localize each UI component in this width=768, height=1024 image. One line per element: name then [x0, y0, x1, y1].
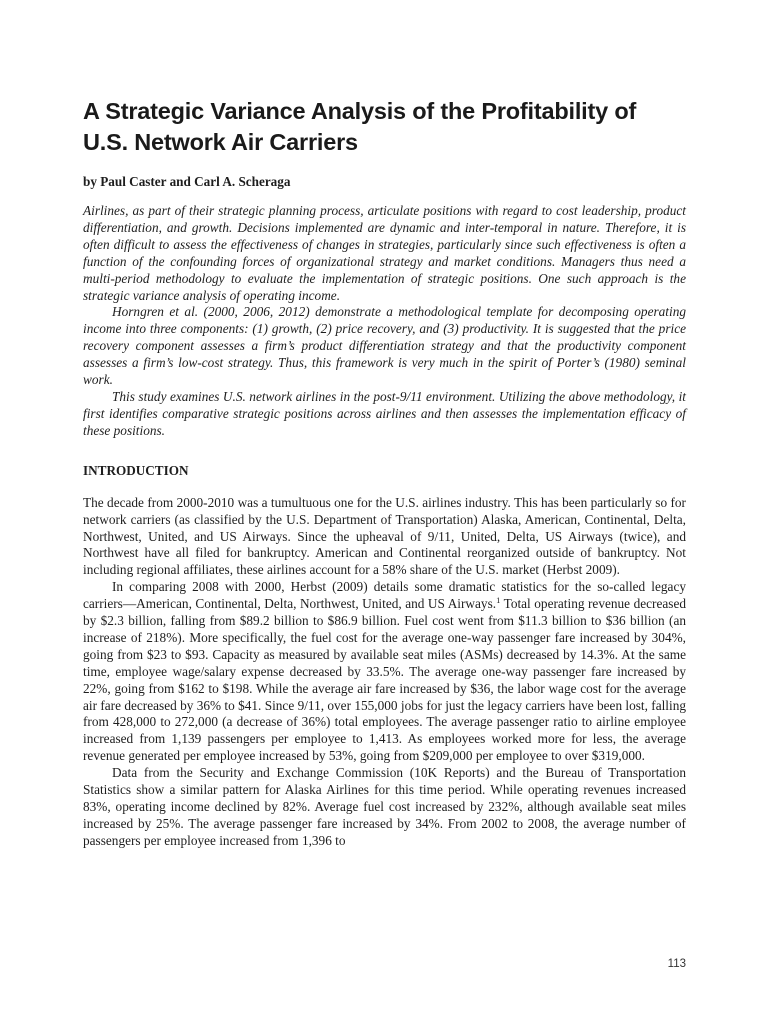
abstract-paragraph: Airlines, as part of their strategic planning process, articulate positions with regard to cost leadership, product differentiation, and growth. Decisions implemented are dynamic and inter-temporal in nature. Therefore, it is often difficult to assess the effectiveness of changes in strategies, particularly since such effectiveness is often a function of the confounding forces of organizational strategy and market conditions. Managers thus need a multi-period methodology to evaluate the implementation of strategic positions. One such approach is the strategic variance analysis of operating income.: [83, 203, 686, 303]
body-paragraph: [83, 579, 686, 765]
footnote-marker[interactable]: 1: [496, 595, 501, 606]
paper-page: [83, 96, 686, 850]
paper-title: A Strategic Variance Analysis of the Profitability of U.S. Network Air Carriers: [83, 98, 637, 155]
abstract-paragraph: This study examines U.S. network airlines in the post-9/11 environment. Utilizing the above methodology, it first identifies comparative strategic positions across airlines and then assesses the implementation efficacy of these positions.: [83, 388, 686, 438]
author-byline: by Paul Caster and Carl A. Scheraga: [83, 174, 291, 189]
body-text: [83, 495, 686, 850]
page-number: 113: [667, 958, 686, 970]
body-paragraph: Data from the Security and Exchange Commission (10K Reports) and the Bureau of Transportation Statistics show a similar pattern for Alaska Airlines for this time period. While operating revenues increased 83%, operating income declined by 82%. Average fuel cost increased by 232%, although available seat miles increased by 25%. The average passenger fare increased by 34%. From 2002 to 2008, the average number of passengers per employee increased from 1,396 to: [83, 765, 686, 848]
abstract: [83, 203, 686, 440]
body-paragraph-text: In comparing 2008 with 2000, Herbst (2009) details some dramatic statistics for the so-called legacy carriers—American, Continental, Delta, Northwest, United, and US Airways.: [83, 579, 686, 612]
body-paragraph-text: Total operating revenue decreased by $2.3 billion, falling from $89.2 billion to $86.9 billion. Fuel cost went from $11.3 billion to $36 billion (an increase of 218%). More specifically, the fuel cost for the average one-way passenger fare increased by 304%, going from $23 to $93. Capacity as measured by available seat miles (ASMs) decreased by 14.3%. At the same time, employee wage/salary expense decreased by 33.5%. The average one-way passenger fare increased by 22%, going from $162 to $198. While the average air fare increased by $36, the labor wage cost for the average air fare decreased by 36% to $41. Since 9/11, over 155,000 jobs for just the legacy carriers have been lost, falling from 428,000 to 272,000 (a decrease of 36%) total employees. The average passenger ratio to airline employee increased from 1,139 passengers per employee to 1,413. As employees worked more for less, the average revenue generated per employee increased by 53%, going from $209,000 per employee to over $319,000.: [83, 596, 687, 764]
abstract-paragraph: Horngren et al. (2000, 2006, 2012) demonstrate a methodological template for decomposing operating income into three components: (1) growth, (2) price recovery, and (3) productivity. It is suggested that the price recovery component assesses a firm’s product differentiation strategy and that the productivity component assesses a firm’s low-cost strategy. Thus, this framework is very much in the spirit of Porter’s (1980) seminal work.: [83, 304, 686, 388]
body-paragraph: The decade from 2000-2010 was a tumultuous one for the U.S. airlines industry. This has been particularly so for network carriers (as classified by the U.S. Department of Transportation) Alaska, American, Continental, Delta, Northwest, United, and US Airways. Since the upheaval of 9/11, United, Delta, US Airways (twice), and Northwest have all filed for bankruptcy. American and Continental reorganized outside of bankruptcy. Not including regional affiliates, these airlines account for a 58% share of the U.S. market (Herbst 2009).: [83, 494, 686, 578]
section-heading: INTRODUCTION: [83, 462, 189, 478]
